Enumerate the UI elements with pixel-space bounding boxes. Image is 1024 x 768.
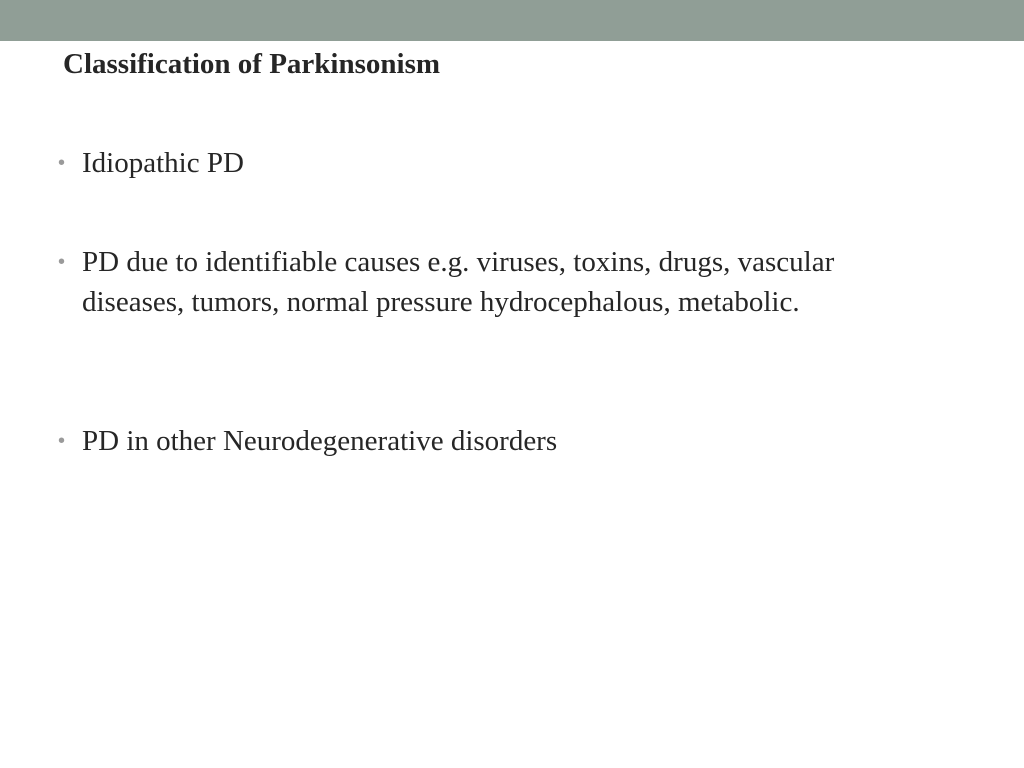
slide-title: Classification of Parkinsonism bbox=[63, 48, 441, 80]
bullet-item-idiopathic bbox=[56, 143, 936, 183]
bullet-dot-icon: • bbox=[58, 152, 66, 174]
bullet-text: PD due to identifiable causes e.g. viruses, toxins, drugs, vascular diseases, tumors, normal pressure hydrocephalous, metabolic. bbox=[82, 246, 835, 318]
bullet-dot-icon: • bbox=[58, 430, 66, 452]
bullet-item-neurodegenerative bbox=[56, 421, 936, 461]
bullet-text: PD in other Neurodegenerative disorders bbox=[82, 425, 558, 457]
bullet-dot-icon: • bbox=[58, 251, 66, 273]
top-color-band bbox=[0, 0, 1024, 41]
bullet-text: Idiopathic PD bbox=[82, 147, 244, 179]
bullet-item-identifiable-causes bbox=[56, 242, 936, 322]
